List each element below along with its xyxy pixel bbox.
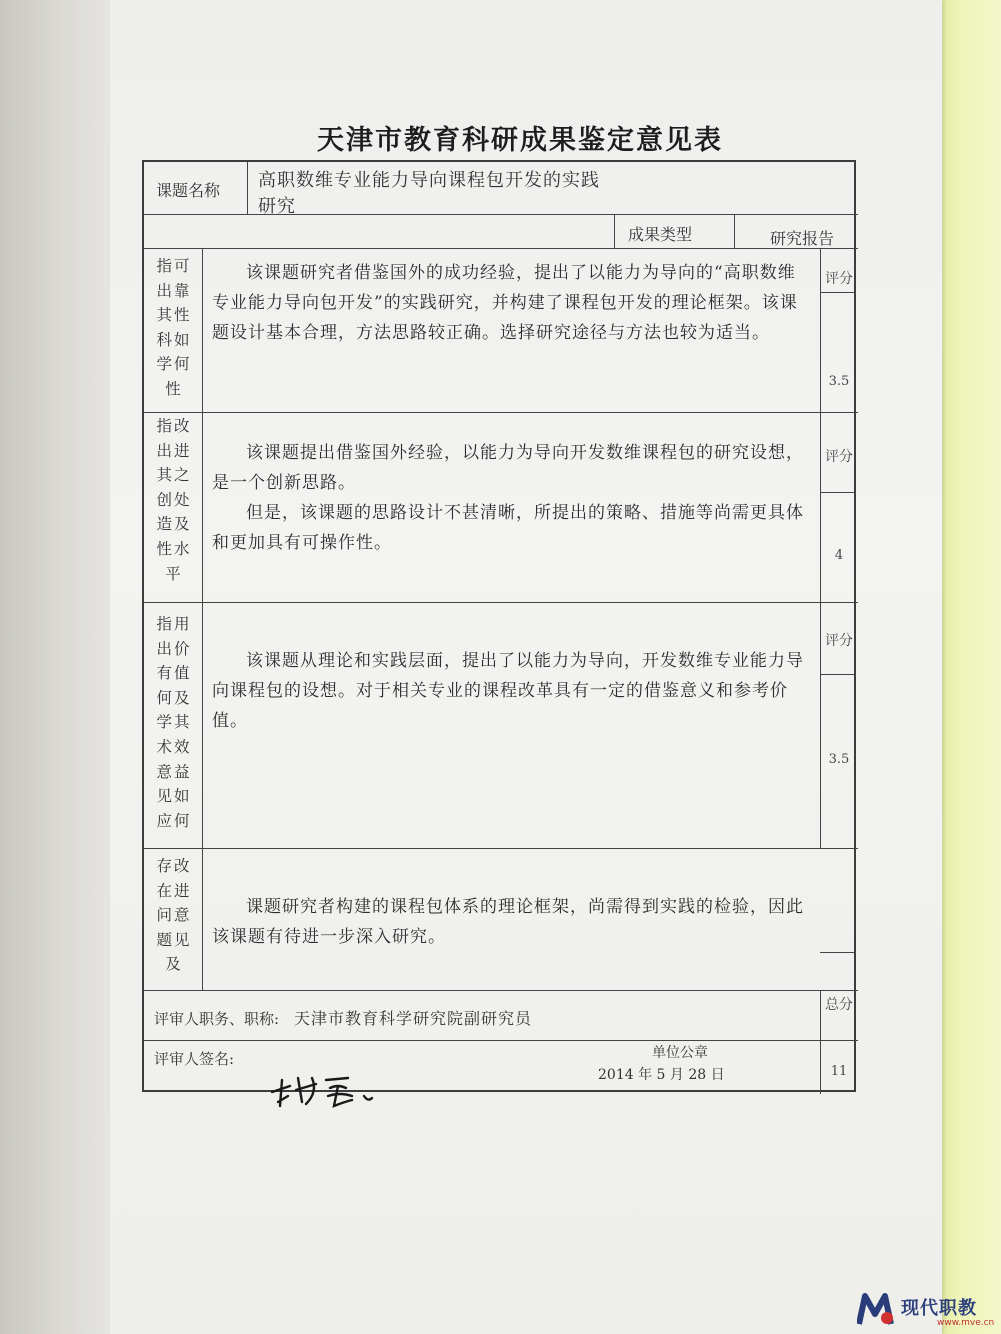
score-divider xyxy=(820,492,856,493)
paragraph: 但是，该课题的思路设计不甚清晰，所提出的策略、措施等尚需更具体和更加具有可操作性。 xyxy=(212,503,804,553)
page-title: 天津市教育科研成果鉴定意见表 xyxy=(317,125,723,156)
paragraph: 该课题从理论和实践层面，提出了以能力为导向，开发数维专业能力导向课程包的设想。对于相关专业的课程改革具有一定的借鉴意义和参考价值。 xyxy=(212,651,804,731)
score-divider xyxy=(820,952,856,953)
col-divider xyxy=(820,990,821,1094)
row-divider xyxy=(144,1040,858,1041)
total-score-label: 总分 xyxy=(825,997,853,1013)
col-divider xyxy=(734,214,735,248)
paragraph: 课题研究者构建的课程包体系的理论框架，尚需得到实践的检验，因此该课题有待进一步深入研究。 xyxy=(212,897,804,947)
topic-label: 课题名称 xyxy=(156,181,221,200)
row-divider xyxy=(144,848,858,849)
reviewer-signature-label: 评审人签名: xyxy=(154,1050,235,1068)
row-divider xyxy=(144,602,858,603)
paragraph: 该课题提出借鉴国外经验，以能力为导向开发数维课程包的研究设想，是一个创新思路。 xyxy=(212,443,804,493)
score-value: 4 xyxy=(834,548,844,563)
section-text-innovation xyxy=(212,438,812,558)
mve-logo-icon xyxy=(857,1292,897,1328)
col-divider xyxy=(247,162,248,214)
col-divider xyxy=(820,248,821,848)
row-divider xyxy=(144,990,858,991)
topic-value: 高职数维专业能力导向课程包开发的实践研究 xyxy=(258,170,600,217)
book-binding xyxy=(0,0,110,1334)
section-text-application-value xyxy=(212,646,812,736)
section-text-scientificity xyxy=(212,258,812,348)
handwritten-signature xyxy=(268,1066,388,1110)
section-label-application-value: 指用出价有值何及学其术效意益见如应何 xyxy=(156,615,192,830)
type-value: 研究报告 xyxy=(770,229,835,248)
total-score-value: 11 xyxy=(830,1064,848,1079)
score-divider xyxy=(820,292,856,293)
watermark-url: www.mve.cn xyxy=(937,1318,995,1328)
score-value: 3.5 xyxy=(828,374,850,389)
appraisal-form xyxy=(142,160,856,1092)
type-label: 成果类型 xyxy=(628,225,693,244)
score-value: 3.5 xyxy=(828,752,850,767)
paragraph: 该课题研究者借鉴国外的成功经验，提出了以能力为导向的“高职数维专业能力导向包开发”的实践研究，并构建了课程包开发的理论框架。该课题设计基本合理，方法思路较正确。选择研究途径与方法也较为适当。 xyxy=(212,263,798,343)
watermark-logo xyxy=(857,1292,997,1328)
seal-label: 单位公章 xyxy=(652,1045,708,1061)
score-label: 评分 xyxy=(825,449,853,465)
row-divider xyxy=(144,412,858,413)
row-divider xyxy=(144,248,858,249)
reviewer-title-label: 评审人职务、职称: xyxy=(154,1010,280,1028)
reviewer-title-value: 天津市教育科学研究院副研究员 xyxy=(294,1009,533,1028)
section-label-scientificity: 指可出靠其性科如学何性 xyxy=(156,257,192,398)
section-text-issues xyxy=(212,892,812,952)
col-divider xyxy=(202,248,203,990)
section-label-innovation: 指改出进其之创处造及性水平 xyxy=(156,417,192,583)
review-date: 2014 年 5 月 28 日 xyxy=(598,1067,725,1083)
col-divider xyxy=(614,214,615,248)
score-label: 评分 xyxy=(825,633,853,649)
section-label-issues: 存改在进问意题见及 xyxy=(156,857,192,974)
score-divider xyxy=(820,674,856,675)
watermark-brand: 现代职教 xyxy=(901,1298,977,1319)
score-label: 评分 xyxy=(825,271,853,287)
